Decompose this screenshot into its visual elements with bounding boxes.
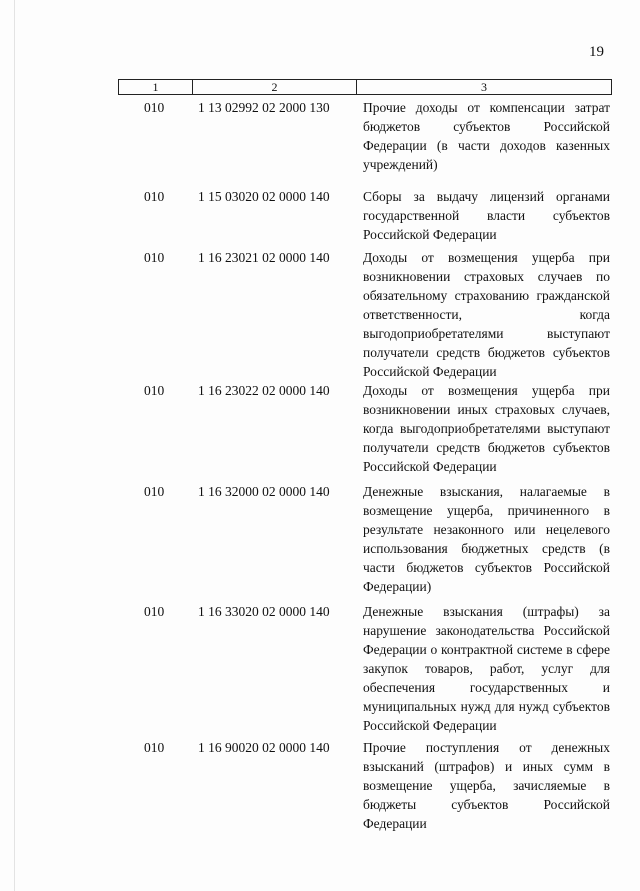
description-cell: Прочие доходы от компенсации затрат бюджетов субъектов Российской Федерации (в части доходов казенных учреждений) [363,100,610,172]
admin-code-cell: 010 [144,604,165,619]
table-header [118,79,612,95]
budget-code-cell: 1 15 03020 02 0000 140 [198,189,330,204]
description-cell: Денежные взыскания, налагаемые в возмещение ущерба, причиненного в результате незаконного или нецелевого использования бюджетных средств (в части бюджетов субъектов Российской Федерации) [363,484,610,594]
budget-code-cell: 1 16 23021 02 0000 140 [198,250,330,265]
table-header-col-2: 2 [193,80,357,94]
description-cell: Доходы от возмещения ущерба при возникновении страховых случаев по обязательному страхованию гражданской ответственности, когда выгодоприобретателями выступают получатели средств бюджетов субъектов Российской Федерации [363,250,610,379]
admin-code-cell: 010 [144,189,165,204]
admin-code-cell: 010 [144,740,165,755]
admin-code-cell: 010 [144,383,165,398]
description-cell: Доходы от возмещения ущерба при возникновении иных страховых случаев, когда выгодоприобретателями выступают получатели средств бюджетов субъектов Российской Федерации [363,383,610,474]
description-cell: Сборы за выдачу лицензий органами государственной власти субъектов Российской Федерации [363,189,610,242]
budget-code-cell: 1 16 33020 02 0000 140 [198,604,330,619]
budget-code-cell: 1 16 23022 02 0000 140 [198,383,330,398]
table-header-col-1: 1 [119,80,193,94]
admin-code-cell: 010 [144,484,165,499]
budget-code-cell: 1 16 90020 02 0000 140 [198,740,330,755]
description-cell: Прочие поступления от денежных взысканий (штрафов) и иных сумм в возмещение ущерба, зачисляемые в бюджеты субъектов Российской Федерации [363,740,610,831]
description-cell: Денежные взыскания (штрафы) за нарушение законодательства Российской Федерации о контрактной системе в сфере закупок товаров, работ, услуг для обеспечения государственных и муниципальных нужд для нужд субъектов Российской Федерации [363,604,610,733]
page-number: 19 [589,44,604,60]
budget-code-cell: 1 13 02992 02 2000 130 [198,100,330,115]
budget-code-cell: 1 16 32000 02 0000 140 [198,484,330,499]
table-header-col-3: 3 [481,80,487,94]
admin-code-cell: 010 [144,250,165,265]
admin-code-cell: 010 [144,100,165,115]
table-row [0,738,640,838]
